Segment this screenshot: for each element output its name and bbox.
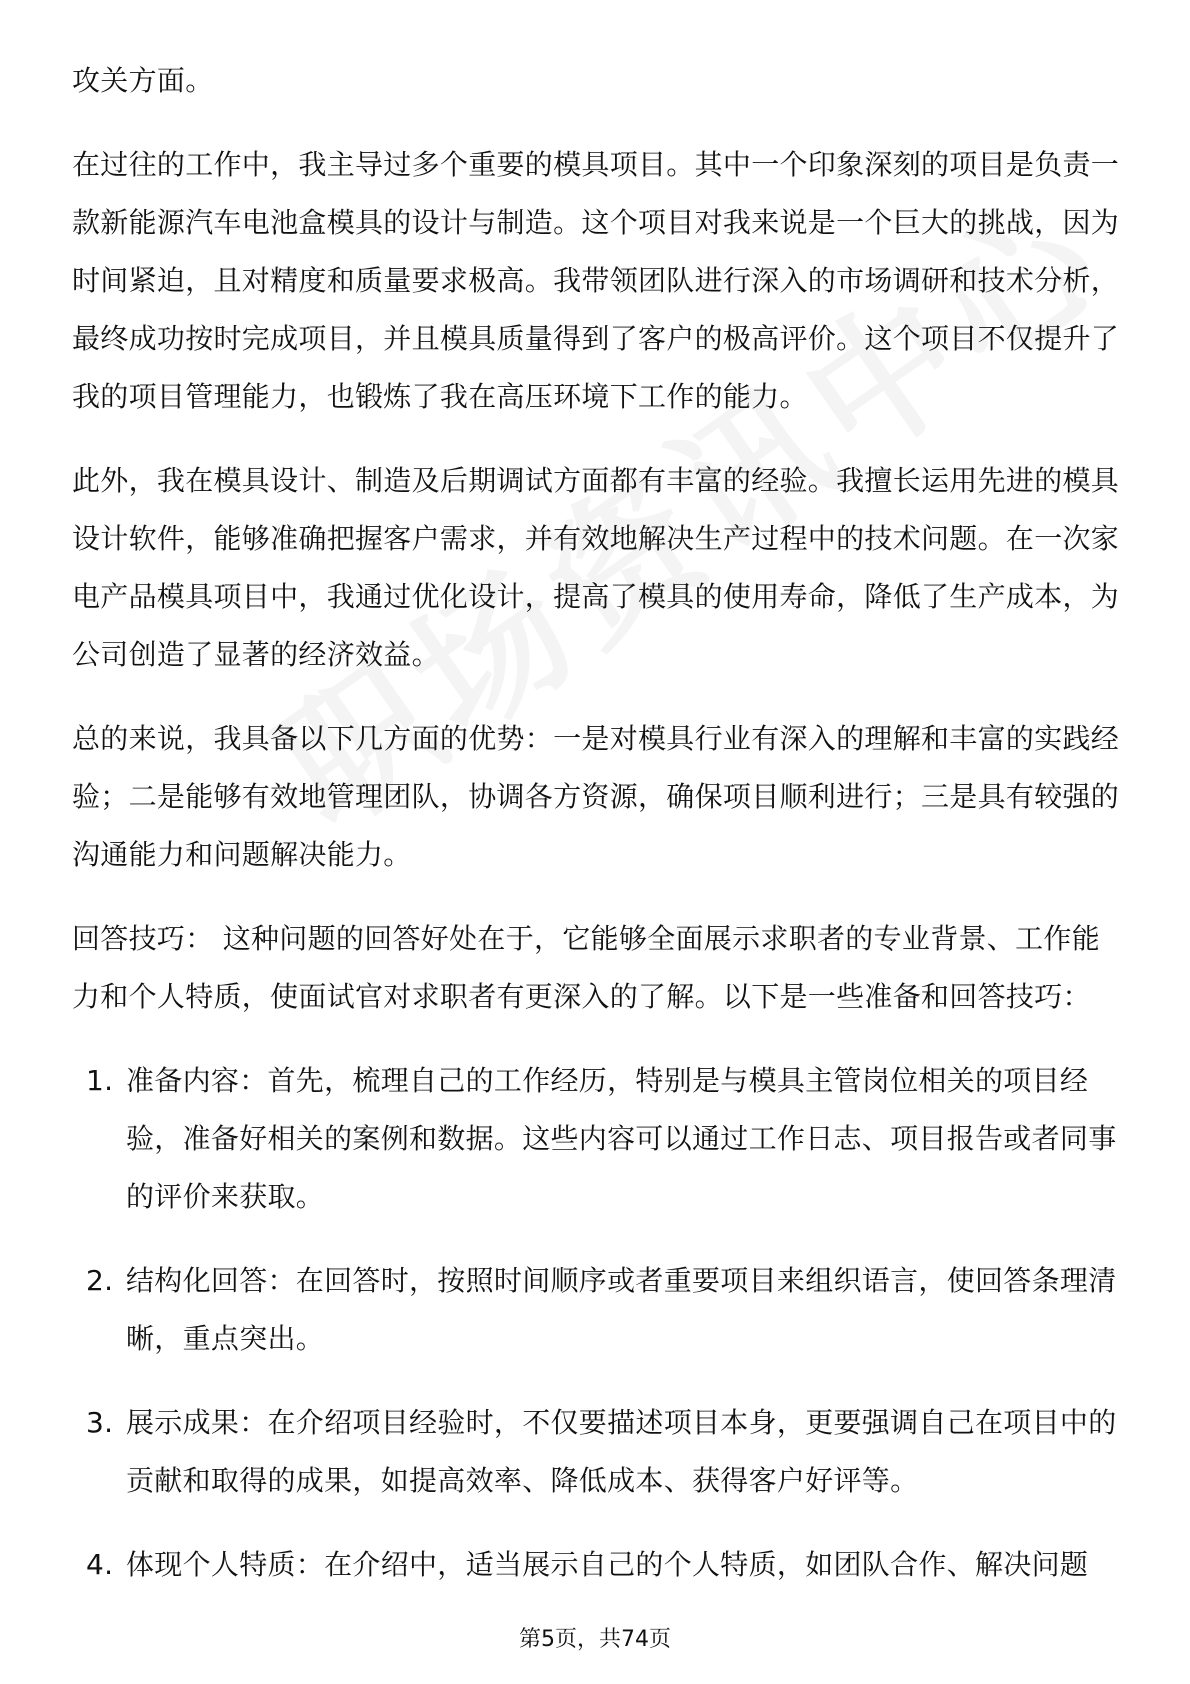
list-item-number: 3. xyxy=(86,1406,114,1439)
paragraph: 此外，我在模具设计、制造及后期调试方面都有丰富的经验。我擅长运用先进的模具设计软件，能够准确把握客户需求，并有效地解决生产过程中的技术问题。在一次家电产品模具项目中，我通过优化设计，提高了模具的使用寿命，降低了生产成本，为公司创造了显著的经济效益。 xyxy=(72,464,1120,671)
paragraph: 回答技巧： 这种问题的回答好处在于，它能够全面展示求职者的专业背景、工作能力和个人特质，使面试官对求职者有更深入的了解。以下是一些准备和回答技巧： xyxy=(72,922,1101,1013)
document-body xyxy=(72,52,1122,1620)
list-item-number: 1. xyxy=(86,1064,114,1097)
list-item-number: 4. xyxy=(86,1548,114,1581)
list-item xyxy=(72,1394,1122,1510)
list-item-text: 结构化回答：在回答时，按照时间顺序或者重要项目来组织语言，使回答条理清晰，重点突出。 xyxy=(126,1264,1117,1355)
list-item xyxy=(72,1536,1122,1594)
list-item-text: 展示成果：在介绍项目经验时，不仅要描述项目本身，更要强调自己在项目中的贡献和取得的成果，如提高效率、降低成本、获得客户好评等。 xyxy=(126,1406,1117,1497)
list-item-number: 2. xyxy=(86,1264,114,1297)
list-item-text: 体现个人特质：在介绍中，适当展示自己的个人特质，如团队合作、解决问题 xyxy=(126,1548,1089,1581)
list-item-text: 准备内容：首先，梳理自己的工作经历，特别是与模具主管岗位相关的项目经验，准备好相关的案例和数据。这些内容可以通过工作日志、项目报告或者同事的评价来获取。 xyxy=(126,1064,1117,1213)
paragraph: 攻关方面。 xyxy=(72,64,214,97)
list-item xyxy=(72,1252,1122,1368)
list-item xyxy=(72,1052,1122,1226)
page-footer: 第5页，共74页 xyxy=(519,1627,671,1652)
paragraph: 在过往的工作中，我主导过多个重要的模具项目。其中一个印象深刻的项目是负责一款新能源汽车电池盒模具的设计与制造。这个项目对我来说是一个巨大的挑战，因为时间紧迫，且对精度和质量要求极高。我带领团队进行深入的市场调研和技术分析，最终成功按时完成项目，并且模具质量得到了客户的极高评价。这个项目不仅提升了我的项目管理能力，也锻炼了我在高压环境下工作的能力。 xyxy=(72,148,1120,413)
paragraph: 总的来说，我具备以下几方面的优势：一是对模具行业有深入的理解和丰富的实践经验；二是能够有效地管理团队，协调各方资源，确保项目顺利进行；三是具有较强的沟通能力和问题解决能力。 xyxy=(72,722,1120,871)
tips-list xyxy=(72,1052,1122,1594)
